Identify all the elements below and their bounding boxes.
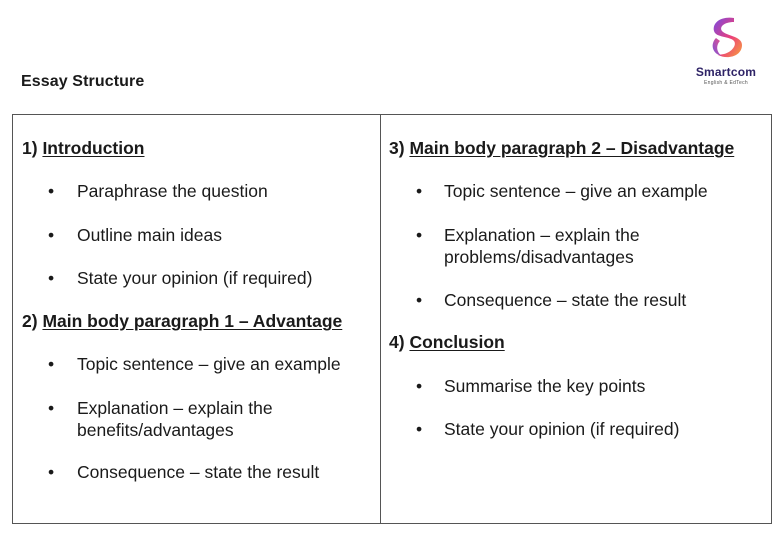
bullet-icon: •	[416, 181, 423, 201]
list-item: State your opinion (if required)	[444, 419, 680, 439]
bullet-icon: •	[48, 268, 55, 288]
list-item: Consequence – state the result	[444, 290, 687, 310]
section-title: Main body paragraph 2 – Disadvantage	[409, 138, 735, 158]
section-heading-body-2	[389, 138, 734, 159]
list-item: Summarise the key points	[444, 376, 646, 396]
smartcom-logo	[690, 14, 762, 92]
smartcom-logo-icon	[704, 14, 748, 60]
section-number: 1)	[22, 138, 38, 158]
page-title: Essay Structure	[21, 73, 145, 90]
bullet-icon: •	[48, 225, 55, 245]
section-number: 4)	[389, 332, 405, 352]
table-right-column	[381, 115, 771, 523]
section-title: Introduction	[42, 138, 145, 158]
list-item: Outline main ideas	[77, 225, 222, 245]
list-item: Explanation – explain the problems/disadvantages	[444, 225, 640, 267]
bullet-icon: •	[48, 354, 55, 374]
section-title: Main body paragraph 1 – Advantage	[42, 311, 343, 331]
section-heading-body-1	[22, 311, 342, 332]
list-item: Topic sentence – give an example	[77, 354, 341, 374]
list-item: Topic sentence – give an example	[444, 181, 708, 201]
table-left-column	[13, 115, 381, 523]
bullet-icon: •	[416, 290, 423, 310]
bullet-icon: •	[48, 398, 55, 418]
list-item: Explanation – explain the benefits/advantages	[77, 398, 273, 440]
section-number: 3)	[389, 138, 405, 158]
list-item: State your opinion (if required)	[77, 268, 313, 288]
list-item: Paraphrase the question	[77, 181, 268, 201]
logo-tagline: English & EdTech	[704, 80, 748, 86]
section-number: 2)	[22, 311, 38, 331]
section-heading-introduction	[22, 138, 145, 159]
bullet-icon: •	[48, 462, 55, 482]
bullet-icon: •	[416, 225, 423, 245]
logo-name: Smartcom	[695, 65, 757, 79]
bullet-icon: •	[416, 419, 423, 439]
section-title: Conclusion	[409, 332, 505, 352]
section-heading-conclusion	[389, 332, 505, 353]
bullet-icon: •	[48, 181, 55, 201]
bullet-icon: •	[416, 376, 423, 396]
list-item: Consequence – state the result	[77, 462, 320, 482]
essay-structure-table	[12, 114, 772, 524]
